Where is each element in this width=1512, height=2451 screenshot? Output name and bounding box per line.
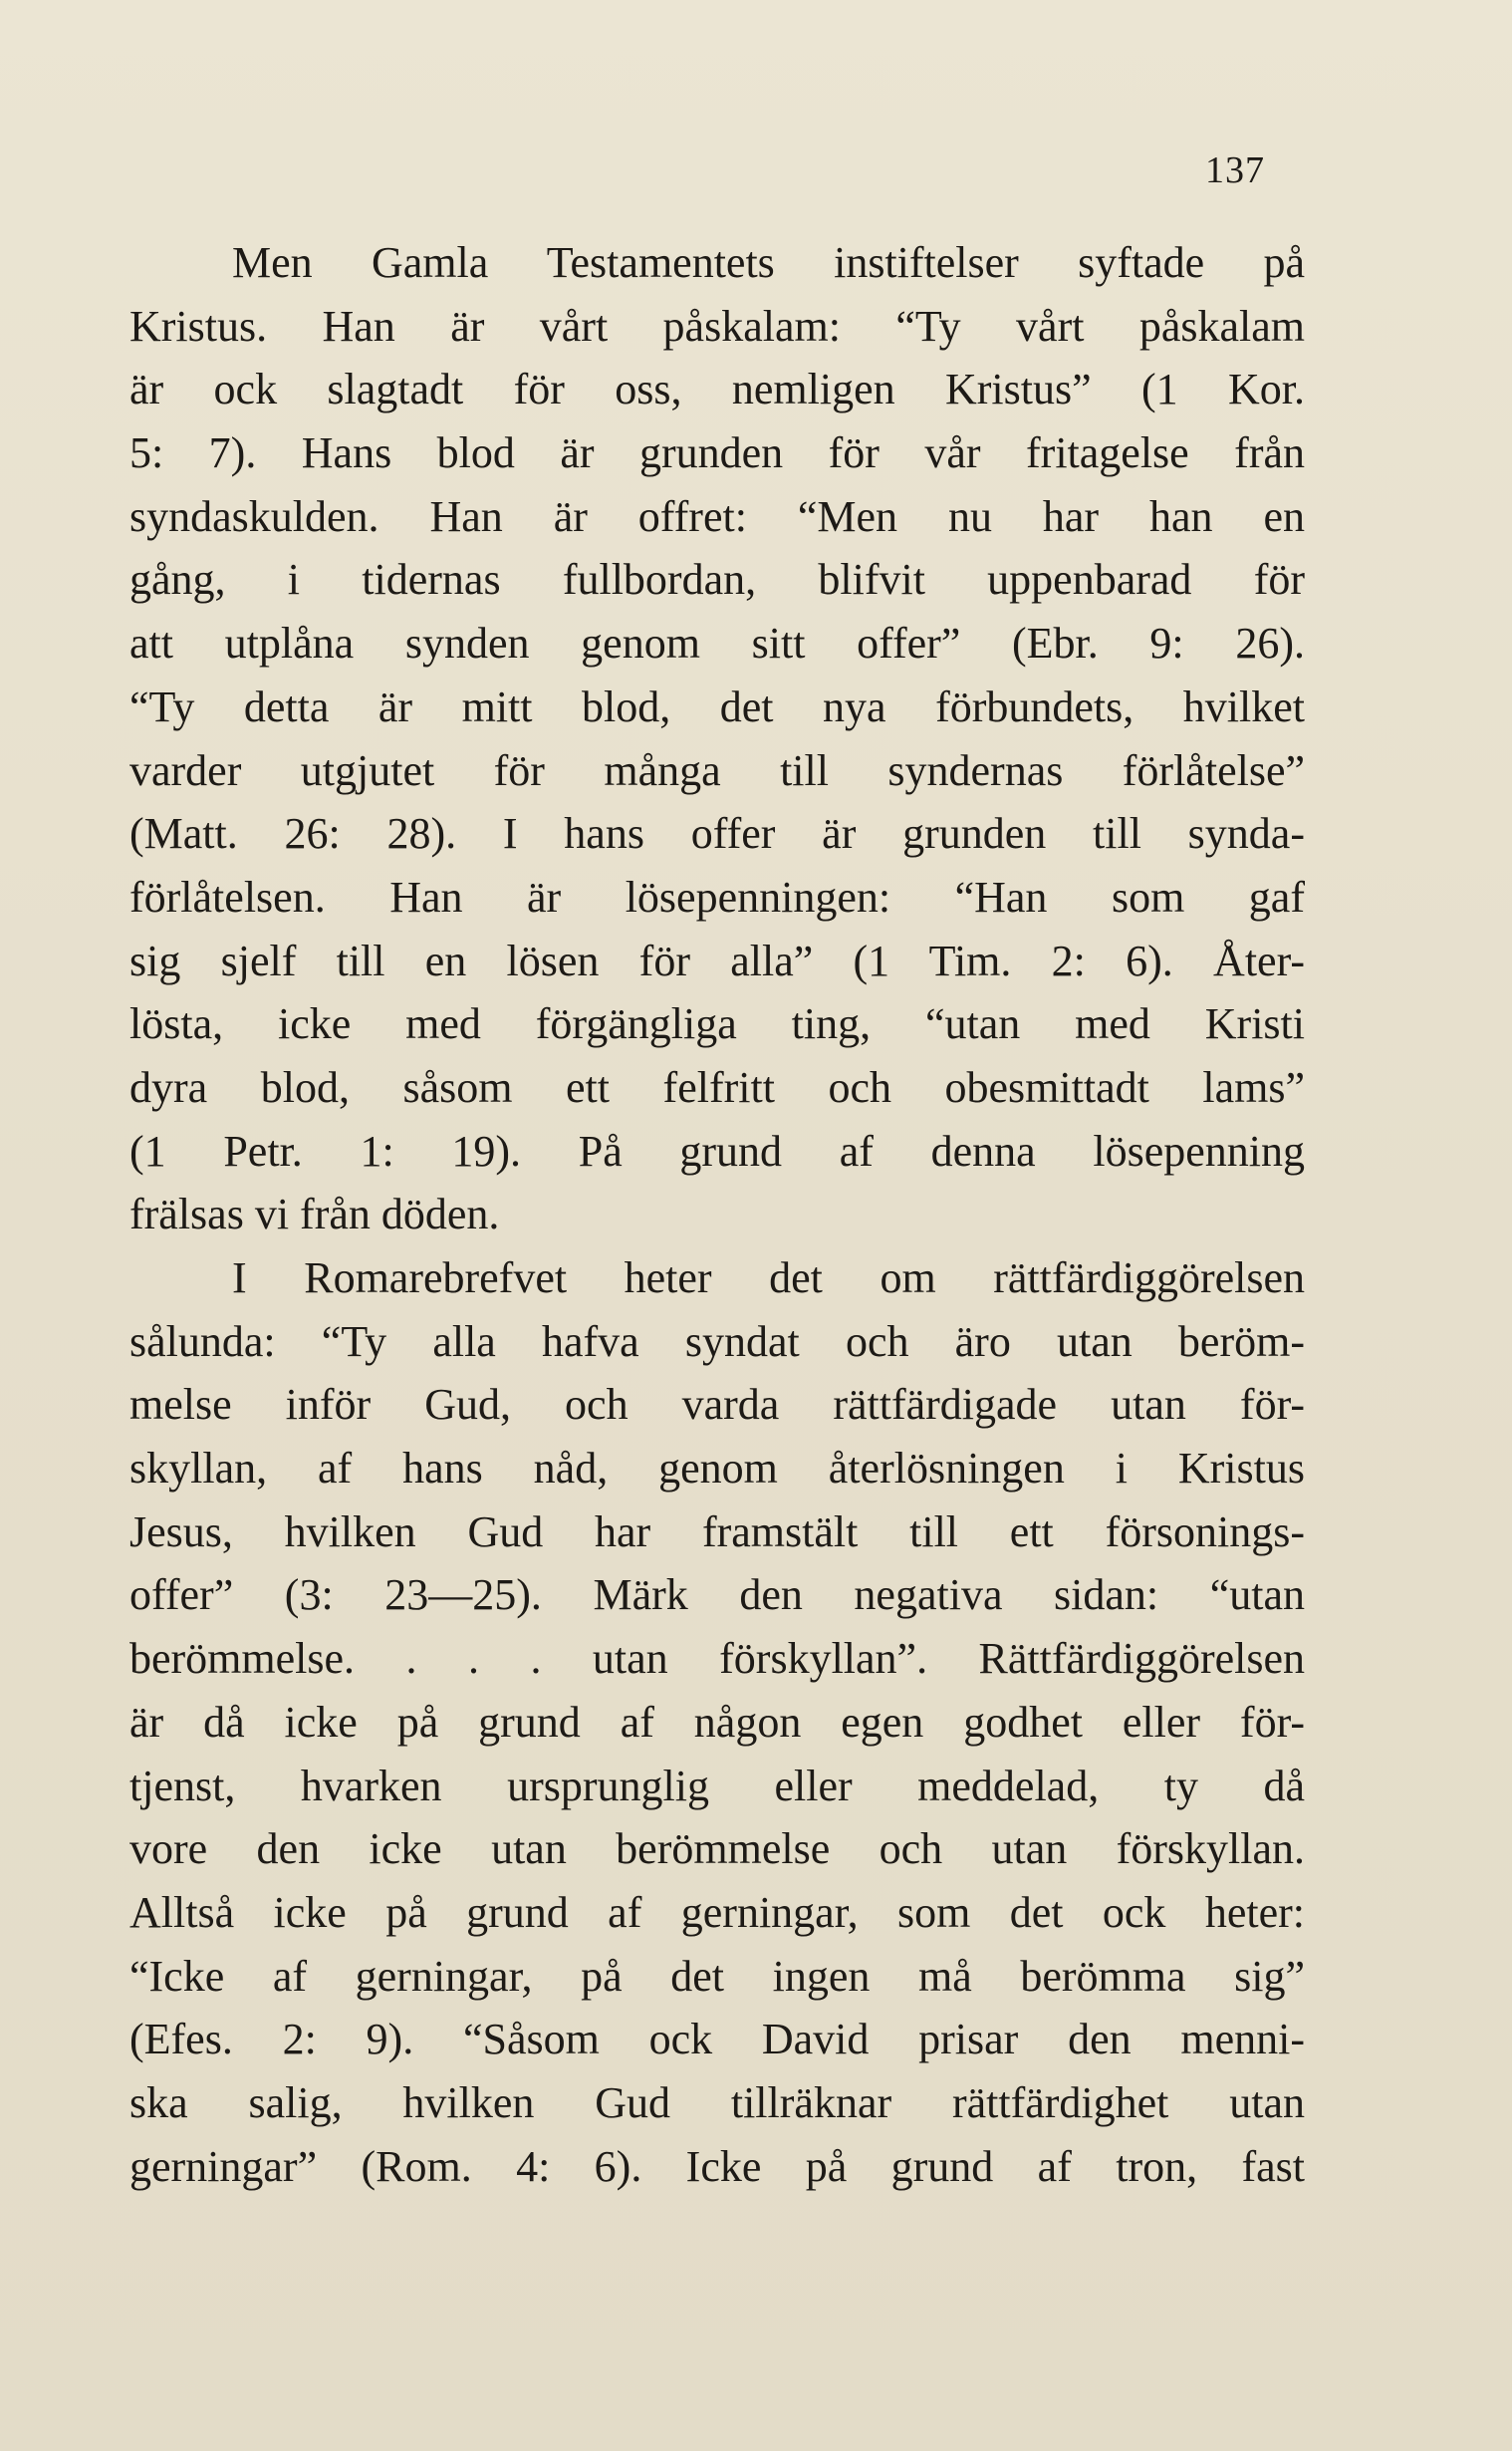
text-line: förlåtelsen. Han är lösepenningen: “Han som gaf <box>129 872 1305 922</box>
text-line: melse inför Gud, och varda rättfärdigade utan för- <box>129 1380 1305 1430</box>
page-number: 137 <box>1205 149 1265 191</box>
text-line: Alltså icke på grund af gerningar, som det ock heter: <box>129 1887 1305 1937</box>
body-text <box>129 231 1305 2198</box>
text-line: att utplåna synden genom sitt offer” (Ebr. 9: 26). <box>129 619 1305 669</box>
text-line: dyra blod, såsom ett felfritt och obesmittadt lams” <box>129 1062 1305 1112</box>
text-line: (Matt. 26: 28). I hans offer är grunden till synda- <box>129 809 1305 859</box>
text-line: “Ty detta är mitt blod, det nya förbundets, hvilket <box>129 681 1305 731</box>
text-line: är då icke på grund af någon egen godhet eller för- <box>129 1697 1305 1747</box>
text-line: (Efes. 2: 9). “Såsom ock David prisar den menni- <box>129 2015 1305 2064</box>
text-line: sig sjelf till en lösen för alla” (1 Tim. 2: 6). Åter- <box>129 936 1305 985</box>
text-line: Kristus. Han är vårt påskalam: “Ty vårt påskalam <box>129 301 1305 351</box>
text-line: gång, i tidernas fullbordan, blifvit uppenbarad för <box>129 555 1305 605</box>
text-line: är ock slagtadt för oss, nemligen Kristus” (1 Kor. <box>129 365 1305 414</box>
text-line: skyllan, af hans nåd, genom återlösningen i Kristus <box>129 1444 1305 1494</box>
text-line: gerningar” (Rom. 4: 6). Icke på grund af tron, fast <box>129 2141 1305 2191</box>
text-line: “Icke af gerningar, på det ingen må berömma sig” <box>129 1951 1305 2001</box>
text-line: 5: 7). Hans blod är grunden för vår fritagelse från <box>129 428 1305 478</box>
text-line: lösta, icke med förgängliga ting, “utan med Kristi <box>129 999 1305 1049</box>
text-line: offer” (3: 23—25). Märk den negativa sidan: “utan <box>129 1570 1305 1620</box>
text-line: vore den icke utan berömmelse och utan förskyllan. <box>129 1824 1305 1874</box>
text-line: sålunda: “Ty alla hafva syndat och äro utan beröm- <box>129 1316 1305 1366</box>
text-line: varder utgjutet för många till syndernas förlåtelse” <box>129 745 1305 795</box>
text-line: ska salig, hvilken Gud tillräknar rättfärdighet utan <box>129 2077 1305 2127</box>
text-line: I Romarebrefvet heter det om rättfärdiggörelsen <box>232 1253 1305 1302</box>
text-line: berömmelse. . . . utan förskyllan”. Rättfärdiggörelsen <box>129 1634 1305 1684</box>
text-line: tjenst, hvarken ursprunglig eller meddelad, ty då <box>129 1761 1305 1810</box>
text-line: syndaskulden. Han är offret: “Men nu har han en <box>129 491 1305 541</box>
text-line: Men Gamla Testamentets instiftelser syftade på <box>232 238 1305 287</box>
text-line: (1 Petr. 1: 19). På grund af denna lösepenning <box>129 1126 1305 1176</box>
text-line: frälsas vi från döden. <box>129 1190 500 1239</box>
text-line: Jesus, hvilken Gud har framstält till ett försonings- <box>129 1506 1305 1556</box>
